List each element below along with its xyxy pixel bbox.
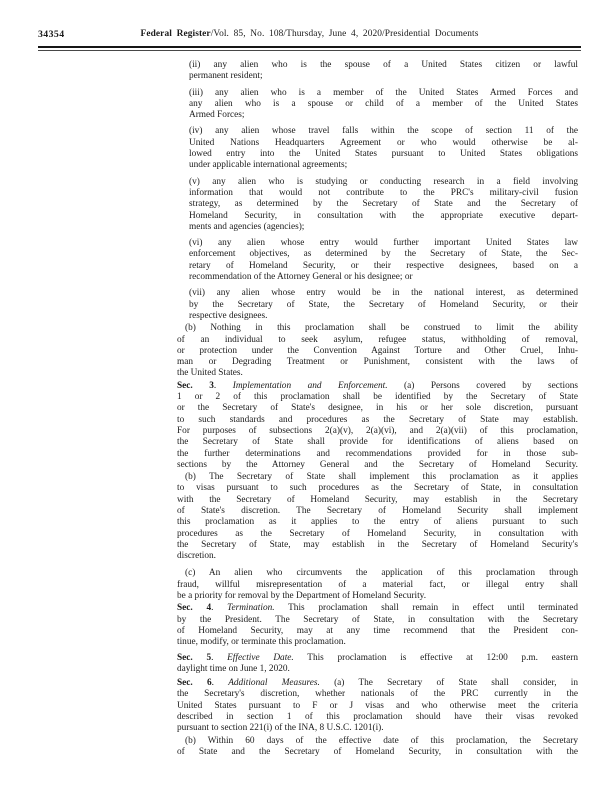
paragraph [189, 238, 578, 283]
paragraph [189, 88, 578, 122]
text-line: United States pursuant to F or J visas and who otherwise meet the criteria [177, 700, 578, 711]
paragraph [177, 381, 578, 471]
text-line: (b) Within 60 days of the effective date of this proclamation, the Secretary [185, 735, 578, 746]
text-line: of State's discretion. The Secretary of Homeland Security shall implement [177, 505, 578, 516]
text-line: (iv) any alien whose travel falls within the scope of section 11 of the [189, 126, 578, 137]
text-line: information that would not contribute to the PRC's military-civil fusion [189, 187, 578, 198]
running-head-title [38, 29, 581, 39]
rule-thin [38, 50, 581, 52]
text-line: enforcement objectives, as determined by the Secretary of State, the Sec- [189, 249, 578, 260]
text-line: (c) An alien who circumvents the application of this proclamation through [185, 568, 578, 579]
text-line: lowed entry into the United States pursuant to United States obligations [189, 149, 578, 160]
text-line: the Secretary of State shall provide for identifications of aliens based on [177, 437, 578, 448]
text-line: fraud, willful misrepresentation of a material fact, or illegal entry shall [177, 579, 578, 590]
text-line: Sec. 5. Effective Date. This proclamation is effective at 12:00 p.m. eastern [177, 652, 578, 663]
paragraph [177, 678, 578, 734]
text-line: with the Secretary of Homeland Security, may establish in the Secretary [177, 494, 578, 505]
text-line: of State and the Secretary of Homeland Security, in consultation with the [177, 746, 578, 757]
text-line: Sec. 3. Implementation and Enforcement. (a) Persons covered by sections [177, 380, 578, 391]
text-line: be a priority for removal by the Department of Homeland Security. [177, 591, 427, 602]
page-number: 34354 [38, 29, 65, 40]
text-line: to visas pursuant to such procedures as the Secretary of State, in consultation [177, 483, 578, 494]
issue-line: /Vol. 85, No. 108/Thursday, June 4, 2020/Presidential Documents [210, 29, 479, 39]
rule-thick [38, 46, 581, 48]
paragraph [189, 60, 578, 83]
text-line: (b) Nothing in this proclamation shall be construed to limit the ability [185, 323, 578, 334]
text-line: retary of Homeland Security, or their respective designees, based on a [189, 260, 578, 271]
text-line: For purposes of subsections 2(a)(v), 2(a)(vi), and 2(a)(vii) of this proclamation, [177, 425, 578, 436]
text-line: under applicable international agreements; [189, 160, 348, 171]
text-line: any alien who is a spouse or child of a member of the United States [189, 98, 578, 109]
text-line: ments and agencies (agencies); [189, 221, 305, 232]
text-line: the United States. [177, 368, 243, 379]
text-line: strategy, as determined by the Secretary of State and the Secretary of [189, 199, 578, 210]
text-line: respective designees. [189, 310, 268, 321]
text-line: (b) The Secretary of State shall implement this proclamation as it applies [185, 472, 578, 483]
paragraph [189, 177, 578, 233]
text-line: or protection under the Convention Against Torture and Other Cruel, Inhu- [177, 345, 578, 356]
text-line: described in section 1 of this proclamation should have their visas revoked [177, 712, 578, 723]
paragraph [189, 126, 578, 171]
text-line: procedures as the Secretary of Homeland Security, in consultation with [177, 528, 578, 539]
text-line: (iii) any alien who is a member of the United States Armed Forces and [189, 87, 578, 98]
text-line: to such standards and procedures as the Secretary of State may establish. [177, 414, 578, 425]
paragraph [177, 736, 578, 759]
text-line: or the Secretary of State's designee, in his or her sole discretion, pursuant [177, 403, 578, 414]
text-line: 1 or 2 of this proclamation shall be identified by the Secretary of State [177, 392, 578, 403]
text-line: tinue, modify, or terminate this proclamation. [177, 637, 346, 648]
paragraph [177, 603, 578, 648]
text-line: of Homeland Security, may at any time recommend that the President con- [177, 625, 578, 636]
text-line: (v) any alien who is studying or conducting research in a field involving [189, 176, 578, 187]
text-line: Armed Forces; [189, 110, 245, 121]
journal-name: Federal Register [140, 29, 211, 39]
text-line: by the President. The Secretary of State, in consultation with the Secretary [177, 614, 578, 625]
text-line: permanent resident; [189, 71, 263, 82]
paragraph [177, 653, 578, 676]
document-body [177, 55, 578, 758]
text-line: (vi) any alien whose entry would further important United States law [189, 238, 578, 249]
text-line: United Nations Headquarters Agreement or who would otherwise be al- [189, 137, 578, 148]
text-line: the Secretary of State, may establish in the Secretary of Homeland Security's [177, 539, 578, 550]
text-line: man or Degrading Treatment or Punishment, consistent with the laws of [177, 357, 578, 368]
text-line: recommendation of the Attorney General or his designee; or [189, 272, 413, 283]
text-line: the Secretary's discretion, whether nationals of the PRC currently in the [177, 689, 578, 700]
text-line: by the Secretary of State, the Secretary of Homeland Security, or their [189, 299, 578, 310]
running-head [38, 29, 581, 43]
text-line: this proclamation as it applies to the entry of aliens pursuant to such [177, 517, 578, 528]
text-line: the further determinations and recommendations provided for in those sub- [177, 448, 578, 459]
text-line: Homeland Security, in consultation with the appropriate executive depart- [189, 210, 578, 221]
text-line: Sec. 4. Termination. This proclamation shall remain in effect until terminated [177, 603, 578, 614]
text-line: (vii) any alien whose entry would be in the national interest, as determined [189, 288, 578, 299]
text-line: of an individual to seek asylum, refugee status, withholding of removal, [177, 334, 578, 345]
text-line: (ii) any alien who is the spouse of a United States citizen or lawful [189, 60, 578, 70]
paragraph [189, 288, 578, 322]
text-line: pursuant to section 221(i) of the INA, 8 U.S.C. 1201(i). [177, 723, 384, 734]
text-line: daylight time on June 1, 2020. [177, 663, 290, 674]
text-line: discretion. [177, 551, 216, 562]
paragraph [177, 323, 578, 379]
paragraph [177, 568, 578, 602]
text-line: Sec. 6. Additional Measures. (a) The Secretary of State shall consider, in [177, 678, 578, 689]
paragraph [177, 472, 578, 562]
header-double-rule [38, 46, 581, 51]
text-line: sections by the Attorney General and the Secretary of Homeland Security. [177, 459, 578, 470]
